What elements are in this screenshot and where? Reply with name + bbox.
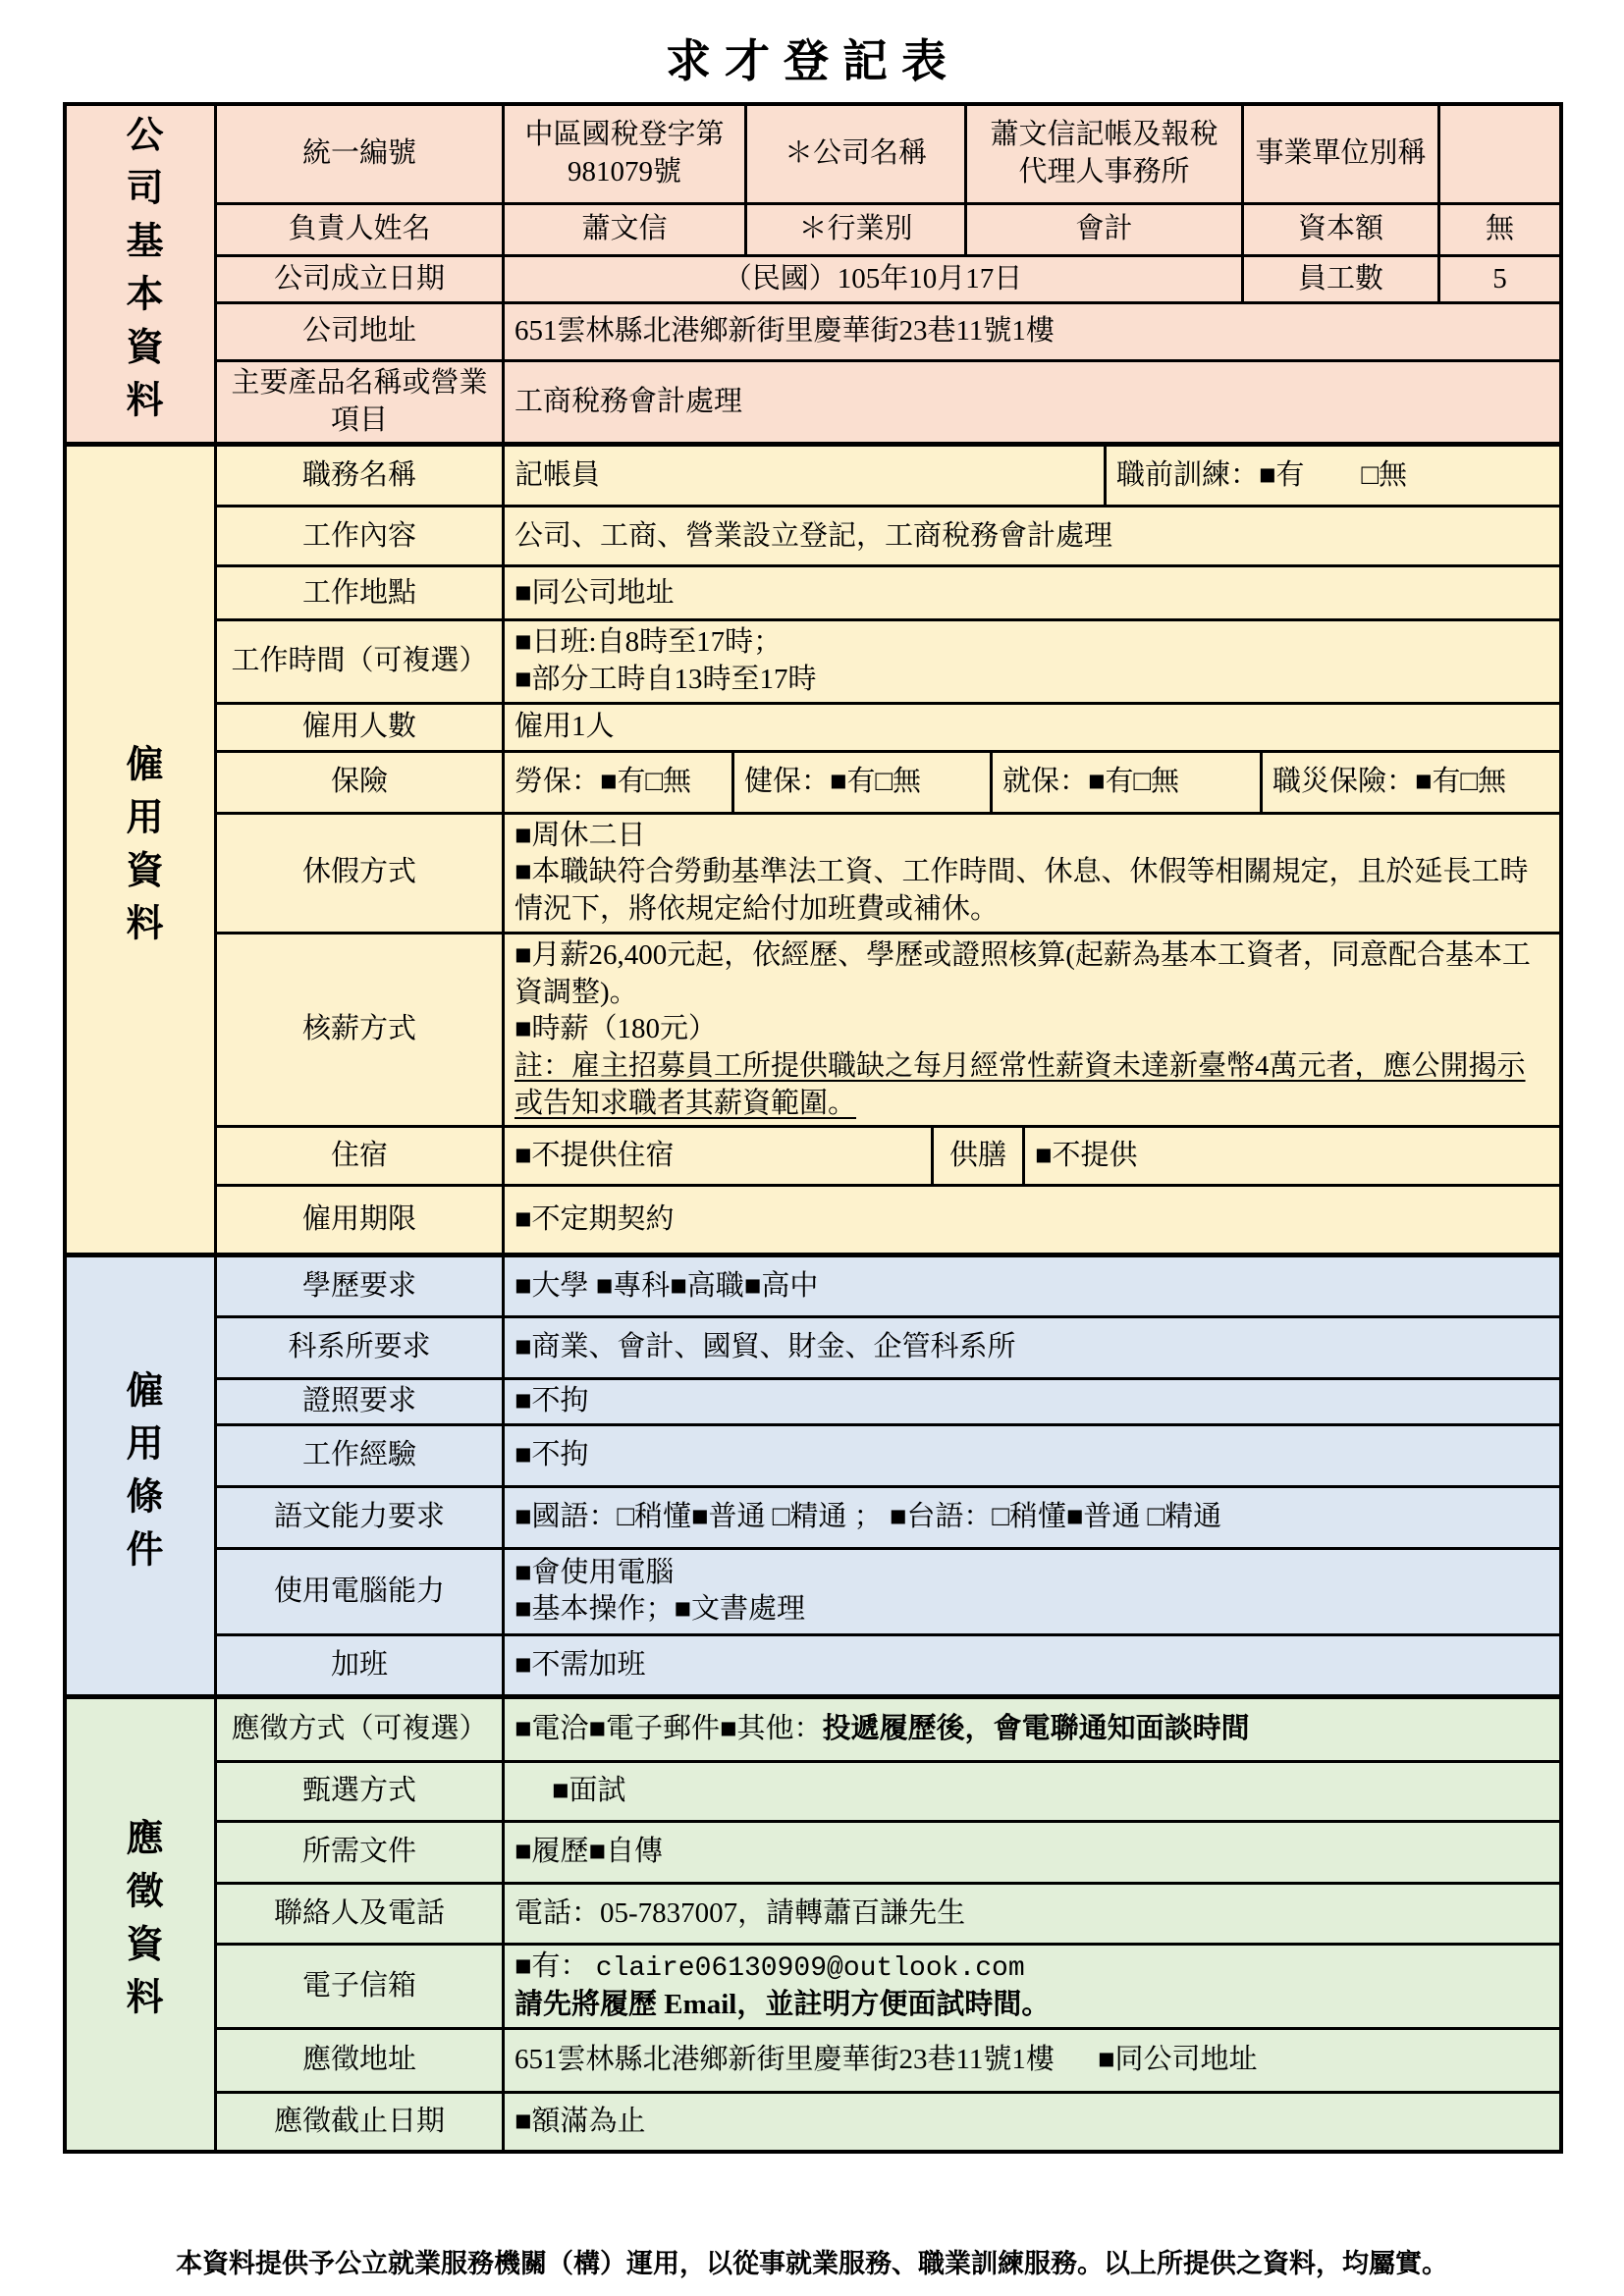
founded-date-value: （民國）105年10月17日 [502, 257, 1241, 301]
license-checkbox: ■不拘 [502, 1380, 1559, 1423]
section-company-label: 公司基本資料 [120, 115, 161, 434]
lodging-label: 住宿 [330, 1139, 388, 1171]
contact-label: 聯絡人及電話 [273, 1896, 445, 1929]
required-documents-checkboxes: ■履歷■自傳 [502, 1823, 1559, 1882]
leave-labor-law-note: ■本職缺符合勞動基準法工資、工作時間、休息、休假等相關規定，且於延長工時情況下，將依規定給付加班費或補休。 [514, 856, 1529, 926]
products-label: 主要產品名稱或營業項目 [231, 367, 488, 436]
computer-skills-label: 使用電腦能力 [273, 1575, 445, 1607]
lodging-checkbox: ■不提供住宿 [502, 1128, 931, 1184]
major-checkbox: ■商業、會計、國貿、財金、企管科系所 [502, 1318, 1559, 1377]
application-method-value [502, 1699, 1559, 1760]
uniform-number-value: 中區國稅登字第981079號 [502, 106, 744, 202]
row-required-documents [217, 1820, 1559, 1882]
headcount-label: 僱用人數 [301, 710, 416, 742]
section-conditions-label: 僱用條件 [120, 1369, 161, 1582]
insurance-labor-checkbox: 勞保：■有□無 [502, 753, 731, 812]
row-company-address [217, 301, 1559, 359]
work-location-label: 工作地點 [301, 576, 416, 609]
computer-skills-detail: ■基本操作；■文書處理 [514, 1593, 806, 1626]
work-hours-value [502, 621, 1559, 701]
employment-term-checkbox: ■不定期契約 [502, 1187, 1559, 1253]
education-checkboxes: ■大學 ■專科■高職■高中 [502, 1257, 1559, 1315]
apply-address-text: 651雲林縣北港鄉新街里慶華街23巷11號1樓 [514, 2044, 1055, 2076]
employment-term-label: 僱用期限 [301, 1202, 416, 1235]
meals-checkbox: ■不提供 [1022, 1128, 1559, 1184]
leave-policy-label: 休假方式 [301, 856, 416, 888]
row-employment-term [217, 1184, 1559, 1253]
insurance-label: 保險 [330, 765, 388, 797]
section-employment-conditions [67, 1253, 1559, 1694]
application-method-note: 投遞履歷後，會電聯通知面談時間 [822, 1713, 1250, 1745]
company-address-label: 公司地址 [301, 315, 416, 347]
section-employment-info [67, 442, 1559, 1253]
section-conditions-sidebar [67, 1257, 217, 1694]
alias-value [1437, 106, 1559, 202]
row-deadline [217, 2091, 1559, 2150]
headcount-value: 僱用1人 [502, 705, 1559, 750]
section-application-label: 應徵資料 [120, 1818, 161, 2031]
email-instruction: 請先將履歷 Email，並註明方便面試時間。 [514, 1989, 1051, 2021]
row-overtime [217, 1633, 1559, 1694]
row-headcount [217, 702, 1559, 750]
industry-value: 會計 [964, 205, 1241, 254]
email-value [502, 1946, 1559, 2027]
pretraining-checkboxes: 職前訓練：■有 □無 [1104, 447, 1559, 505]
contact-value: 電話：05-7837007，請轉蕭百謙先生 [502, 1885, 1559, 1943]
row-uniform-number [217, 106, 1559, 202]
row-job-content [217, 505, 1559, 564]
row-work-location [217, 564, 1559, 618]
section-employment-sidebar [67, 447, 217, 1253]
email-label: 電子信箱 [301, 1969, 416, 2002]
row-founded-date [217, 254, 1559, 301]
row-experience [217, 1423, 1559, 1485]
row-leave-policy [217, 812, 1559, 932]
row-lodging [217, 1125, 1559, 1184]
insurance-occupational-checkbox: 職災保險：■有□無 [1260, 753, 1559, 812]
row-selection-method [217, 1760, 1559, 1820]
salary-disclosure-note: 註：雇主招募員工所提供職缺之每月經常性薪資未達新臺幣4萬元者，應公開揭示或告知求職者其薪資範圍。 [514, 1049, 1526, 1119]
language-checkboxes: ■國語：□稍懂■普通 □精通 ； ■台語：□稍懂■普通 □精通 [502, 1488, 1559, 1547]
apply-address-label: 應徵地址 [301, 2044, 416, 2076]
email-address: claire06130909@outlook.com [595, 1952, 1025, 1984]
section-application-info [67, 1694, 1559, 2150]
salary-hourly: ■時薪（180元） [514, 1013, 718, 1045]
application-method-checkboxes: ■電洽■電子郵件■其他： [514, 1713, 823, 1745]
required-documents-label: 所需文件 [301, 1836, 416, 1868]
row-contact [217, 1882, 1559, 1943]
experience-checkbox: ■不拘 [502, 1426, 1559, 1485]
founded-date-label: 公司成立日期 [273, 262, 445, 294]
job-content-label: 工作內容 [301, 519, 416, 552]
row-salary [217, 932, 1559, 1125]
row-language [217, 1485, 1559, 1547]
uniform-number-label: 統一編號 [301, 137, 416, 170]
deadline-checkbox: ■額滿為止 [502, 2094, 1559, 2150]
row-computer-skills [217, 1547, 1559, 1633]
overtime-checkbox: ■不需加班 [502, 1636, 1559, 1694]
license-label: 證照要求 [301, 1385, 416, 1417]
deadline-label: 應徵截止日期 [273, 2105, 445, 2137]
leave-two-days-off: ■周休二日 [514, 819, 646, 851]
computer-skills-basic: ■會使用電腦 [514, 1556, 675, 1588]
insurance-health-checkbox: 健保：■有□無 [731, 753, 990, 812]
row-insurance [217, 750, 1559, 812]
owner-label: 負責人姓名 [288, 213, 431, 245]
job-title-value: 記帳員 [502, 447, 1104, 505]
job-title-label: 職務名稱 [301, 459, 416, 492]
computer-skills-value [502, 1550, 1559, 1633]
employees-value: 5 [1437, 257, 1559, 301]
row-license [217, 1377, 1559, 1423]
row-email [217, 1943, 1559, 2027]
capital-value: 無 [1437, 205, 1559, 254]
section-application-sidebar [67, 1699, 217, 2150]
employees-label: 員工數 [1241, 257, 1437, 301]
row-products [217, 359, 1559, 442]
form-title: 求才登記表 [666, 36, 960, 86]
company-address-value: 651雲林縣北港鄉新街里慶華街23巷11號1樓 [502, 304, 1559, 359]
row-owner [217, 202, 1559, 254]
language-label: 語文能力要求 [273, 1501, 445, 1533]
row-apply-address [217, 2027, 1559, 2091]
insurance-employment-checkbox: 就保：■有□無 [990, 753, 1260, 812]
leave-policy-value [502, 815, 1559, 932]
selection-method-label: 甄選方式 [301, 1775, 416, 1807]
row-application-method [217, 1699, 1559, 1760]
owner-value: 蕭文信 [502, 205, 744, 254]
email-has-checkbox: ■有： [514, 1949, 589, 1982]
section-company-info [67, 106, 1559, 442]
application-method-label: 應徵方式（可複選） [231, 1713, 488, 1745]
alias-label: 事業單位別稱 [1241, 106, 1437, 202]
education-label: 學歷要求 [301, 1269, 416, 1302]
company-name-value: 蕭文信記帳及報稅代理人事務所 [964, 106, 1241, 202]
work-hours-label: 工作時間（可複選） [231, 645, 488, 677]
salary-label: 核薪方式 [301, 1013, 416, 1045]
capital-label: 資本額 [1241, 205, 1437, 254]
work-location-checkbox: ■同公司地址 [502, 567, 1559, 618]
footer-note: 本資料提供予公立就業服務機關（構）運用，以從事就業服務、職業訓練服務。以上所提供之資料，均屬實。 [176, 2249, 1448, 2278]
major-label: 科系所要求 [288, 1331, 431, 1363]
row-education [217, 1257, 1559, 1315]
meals-label: 供膳 [931, 1128, 1022, 1184]
row-major [217, 1315, 1559, 1377]
overtime-label: 加班 [330, 1648, 388, 1681]
work-hours-day-shift: ■日班:自8時至17時； [514, 626, 783, 659]
experience-label: 工作經驗 [301, 1439, 416, 1471]
section-company-sidebar [67, 106, 217, 442]
row-job-title [217, 447, 1559, 505]
email-address-line [514, 1949, 1025, 1987]
company-name-label: ＊公司名稱 [744, 106, 964, 202]
work-hours-part-time: ■部分工時自13時至17時 [514, 664, 817, 696]
row-work-hours [217, 618, 1559, 701]
selection-method-checkbox: ■面試 [502, 1763, 1559, 1820]
industry-label: ＊行業別 [744, 205, 964, 254]
job-content-value: 公司、工商、營業設立登記，工商稅務會計處理 [502, 507, 1559, 564]
form-table [63, 102, 1563, 2154]
apply-address-value [502, 2030, 1559, 2091]
products-value: 工商稅務會計處理 [502, 362, 1559, 442]
salary-value [502, 934, 1559, 1125]
section-employment-label: 僱用資料 [120, 743, 161, 956]
salary-monthly: ■月薪26,400元起，依經歷、學歷或證照核算(起薪為基本工資者，同意配合基本工資調整)。 [514, 938, 1531, 1008]
apply-address-same-checkbox: ■同公司地址 [1097, 2044, 1258, 2076]
